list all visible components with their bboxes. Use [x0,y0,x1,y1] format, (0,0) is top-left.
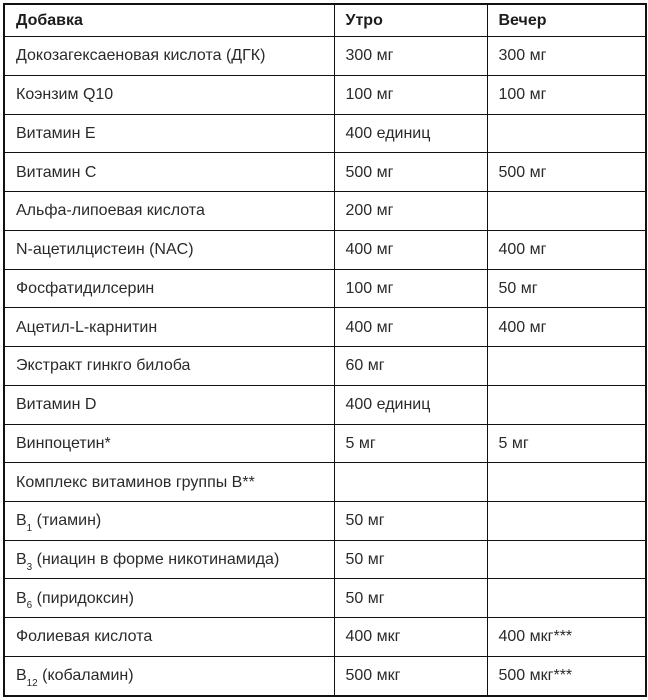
supplements-table [3,3,647,697]
evening-dose-cell: 400 мкг*** [487,618,646,657]
table-row [4,114,646,153]
table-row [4,192,646,231]
table-row [4,424,646,463]
morning-dose-cell: 50 мг [334,540,487,579]
evening-dose-cell [487,192,646,231]
evening-dose-cell: 5 мг [487,424,646,463]
morning-dose-cell: 100 мг [334,75,487,114]
morning-dose-cell: 100 мг [334,269,487,308]
evening-dose-cell [487,540,646,579]
evening-dose-cell [487,579,646,618]
evening-dose-cell: 500 мкг*** [487,656,646,696]
supplement-name-cell: Коэнзим Q10 [4,75,334,114]
table-header-row [4,4,646,37]
supplement-name-cell: N-ацетилцистеин (NAC) [4,230,334,269]
evening-dose-cell [487,114,646,153]
table-row [4,656,646,696]
morning-dose-cell: 300 мг [334,37,487,76]
supplement-name-cell: Фолиевая кислота [4,618,334,657]
header-morning: Утро [334,4,487,37]
table-row [4,540,646,579]
table-row [4,37,646,76]
morning-dose-cell: 60 мг [334,347,487,386]
table-row [4,230,646,269]
supplement-name-cell: Докозагексаеновая кислота (ДГК) [4,37,334,76]
table-row [4,269,646,308]
morning-dose-cell: 400 мкг [334,618,487,657]
table-row [4,75,646,114]
morning-dose-cell: 5 мг [334,424,487,463]
table-row [4,579,646,618]
evening-dose-cell [487,463,646,502]
supplement-name-cell: Витамин D [4,385,334,424]
evening-dose-cell [487,347,646,386]
supplement-name-cell: $B_6$ (пиридоксин) [4,579,334,618]
evening-dose-cell [487,502,646,541]
morning-dose-cell: 50 мг [334,579,487,618]
morning-dose-cell: 500 мкг [334,656,487,696]
supplement-name-cell: Экстракт гинкго билоба [4,347,334,386]
evening-dose-cell: 100 мг [487,75,646,114]
evening-dose-cell [487,385,646,424]
table-row [4,385,646,424]
morning-dose-cell: 400 единиц [334,385,487,424]
evening-dose-cell: 400 мг [487,230,646,269]
header-supplement: Добавка [4,4,334,37]
header-evening: Вечер [487,4,646,37]
supplement-name-cell: Альфа-липоевая кислота [4,192,334,231]
evening-dose-cell: 500 мг [487,153,646,192]
supplement-name-cell: $B_3$ (ниацин в форме никотинамида) [4,540,334,579]
evening-dose-cell: 400 мг [487,308,646,347]
table-row [4,463,646,502]
table-row [4,502,646,541]
morning-dose-cell: 50 мг [334,502,487,541]
morning-dose-cell: 500 мг [334,153,487,192]
supplement-name-cell: Витамин E [4,114,334,153]
supplement-name-cell: $B_{12}$ (кобаламин) [4,656,334,696]
supplement-name-cell: $B_1$ (тиамин) [4,502,334,541]
table-row [4,153,646,192]
morning-dose-cell: 400 мг [334,308,487,347]
morning-dose-cell: 200 мг [334,192,487,231]
evening-dose-cell: 300 мг [487,37,646,76]
morning-dose-cell [334,463,487,502]
supplement-name-cell: Фосфатидилсерин [4,269,334,308]
table-row [4,308,646,347]
supplement-name-cell: Ацетил-L-карнитин [4,308,334,347]
morning-dose-cell: 400 мг [334,230,487,269]
table-row [4,347,646,386]
evening-dose-cell: 50 мг [487,269,646,308]
supplement-name-cell: Витамин C [4,153,334,192]
morning-dose-cell: 400 единиц [334,114,487,153]
table-row [4,618,646,657]
table-body [4,37,646,696]
supplement-name-cell: Винпоцетин* [4,424,334,463]
supplement-name-cell: Комплекс витаминов группы B** [4,463,334,502]
